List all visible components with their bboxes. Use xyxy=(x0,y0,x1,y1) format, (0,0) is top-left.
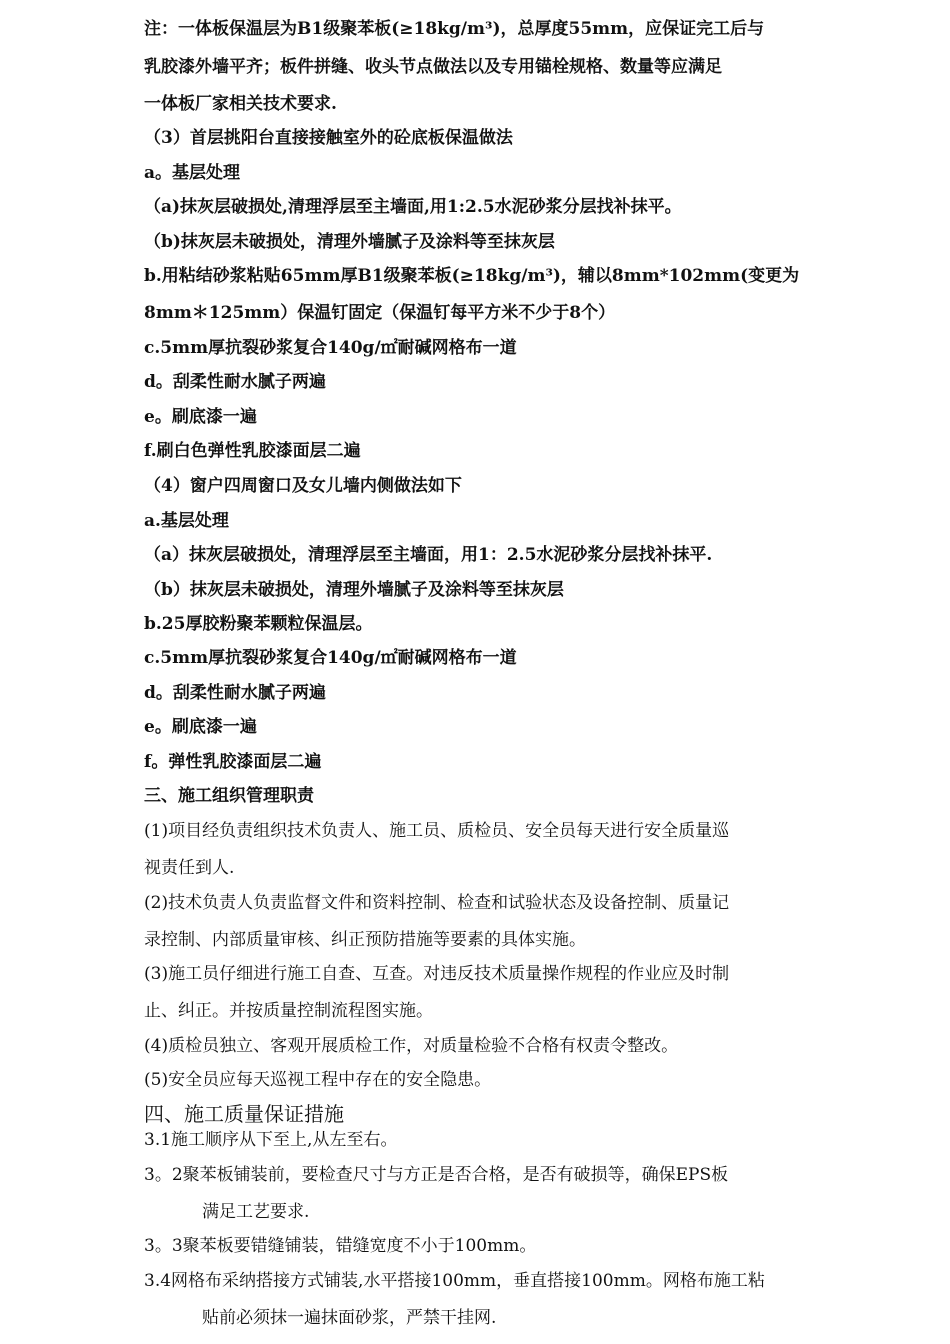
duty-2-line-2: 录控制、内部质量审核、纠正预防措施等要素的具体实施。 xyxy=(144,930,586,950)
window-step-b: b.25厚胶粉聚苯颗粒保温层。 xyxy=(144,614,373,634)
note-line-3: 一体板厂家相关技术要求. xyxy=(144,94,337,114)
balcony-step-f: f.刷白色弹性乳胶漆面层二遍 xyxy=(144,441,361,461)
note-line-1: 注：一体板保温层为B1级聚苯板(≥18kg/m³)，总厚度55mm，应保证完工后与 xyxy=(144,19,765,39)
duty-3-line-1: (3)施工员仔细进行施工自查、互查。对违反技术质量操作规程的作业应及时制 xyxy=(144,964,730,984)
window-step-c: c.5mm厚抗裂砂浆复合140g/㎡耐碱网格布一道 xyxy=(144,648,517,668)
measure-3-2-line-1: 3。2聚苯板铺装前，要检查尺寸与方正是否合格，是否有破损等，确保EPS板 xyxy=(144,1165,729,1185)
window-step-a1: （a）抹灰层破损处，清理浮层至主墙面，用1：2.5水泥砂浆分层找补抹平. xyxy=(144,545,713,565)
balcony-step-a1: （a)抹灰层破损处,清理浮层至主墙面,用1:2.5水泥砂浆分层找补抹平。 xyxy=(144,197,682,217)
note-line-2: 乳胶漆外墙平齐；板件拼缝、收头节点做法以及专用锚栓规格、数量等应满足 xyxy=(144,57,722,77)
balcony-step-a: a。基层处理 xyxy=(144,163,241,183)
window-step-d: d。刮柔性耐水腻子两遍 xyxy=(144,683,326,703)
duty-1-line-2: 视责任到人. xyxy=(144,858,235,878)
balcony-step-e: e。刷底漆一遍 xyxy=(144,407,257,427)
window-step-a2: （b）抹灰层未破损处，清理外墙腻子及涂料等至抹灰层 xyxy=(144,580,564,600)
duty-1-line-1: (1)项目经负责组织技术负责人、施工员、质检员、安全员每天进行安全质量巡 xyxy=(144,821,730,841)
duty-4: (4)质检员独立、客观开展质检工作，对质量检验不合格有权责令整改。 xyxy=(144,1036,679,1056)
duty-5: (5)安全员应每天巡视工程中存在的安全隐患。 xyxy=(144,1070,492,1090)
balcony-step-c: c.5mm厚抗裂砂浆复合140g/㎡耐碱网格布一道 xyxy=(144,338,517,358)
measure-3-4-line-1: 3.4网格布采纳搭接方式铺装,水平搭接100mm，垂直搭接100mm。网格布施工粘 xyxy=(144,1271,765,1291)
window-title: （4）窗户四周窗口及女儿墙内侧做法如下 xyxy=(144,476,462,496)
balcony-step-a2: （b)抹灰层未破损处，清理外墙腻子及涂料等至抹灰层 xyxy=(144,232,555,252)
balcony-title: （3）首层挑阳台直接接触室外的砼底板保温做法 xyxy=(144,128,513,148)
measure-3-4-line-2: 贴前必须抹一遍抹面砂浆，严禁干挂网. xyxy=(202,1308,497,1328)
balcony-step-b-line-1: b.用粘结砂浆粘贴65mm厚B1级聚苯板(≥18kg/m³)，辅以8mm*102mm(变更为 xyxy=(144,266,800,286)
balcony-step-b-line-2: 8mm＊125mm）保温钉固定（保温钉每平方米不少于8个） xyxy=(144,303,616,323)
window-step-a: a.基层处理 xyxy=(144,511,229,531)
section-4-heading: 四、施工质量保证措施 xyxy=(144,1102,344,1126)
measure-3-1: 3.1施工顺序从下至上,从左至右。 xyxy=(144,1130,398,1150)
balcony-step-d: d。刮柔性耐水腻子两遍 xyxy=(144,372,326,392)
measure-3-3: 3。3聚苯板要错缝铺装，错缝宽度不小于100mm。 xyxy=(144,1236,537,1256)
section-3-heading: 三、施工组织管理职责 xyxy=(144,786,314,806)
duty-2-line-1: (2)技术负责人负责监督文件和资料控制、检查和试验状态及设备控制、质量记 xyxy=(144,893,730,913)
measure-3-2-line-2: 满足工艺要求. xyxy=(202,1202,310,1222)
window-step-f: f。弹性乳胶漆面层二遍 xyxy=(144,752,322,772)
duty-3-line-2: 止、纠正。并按质量控制流程图实施。 xyxy=(144,1001,433,1021)
window-step-e: e。刷底漆一遍 xyxy=(144,717,257,737)
